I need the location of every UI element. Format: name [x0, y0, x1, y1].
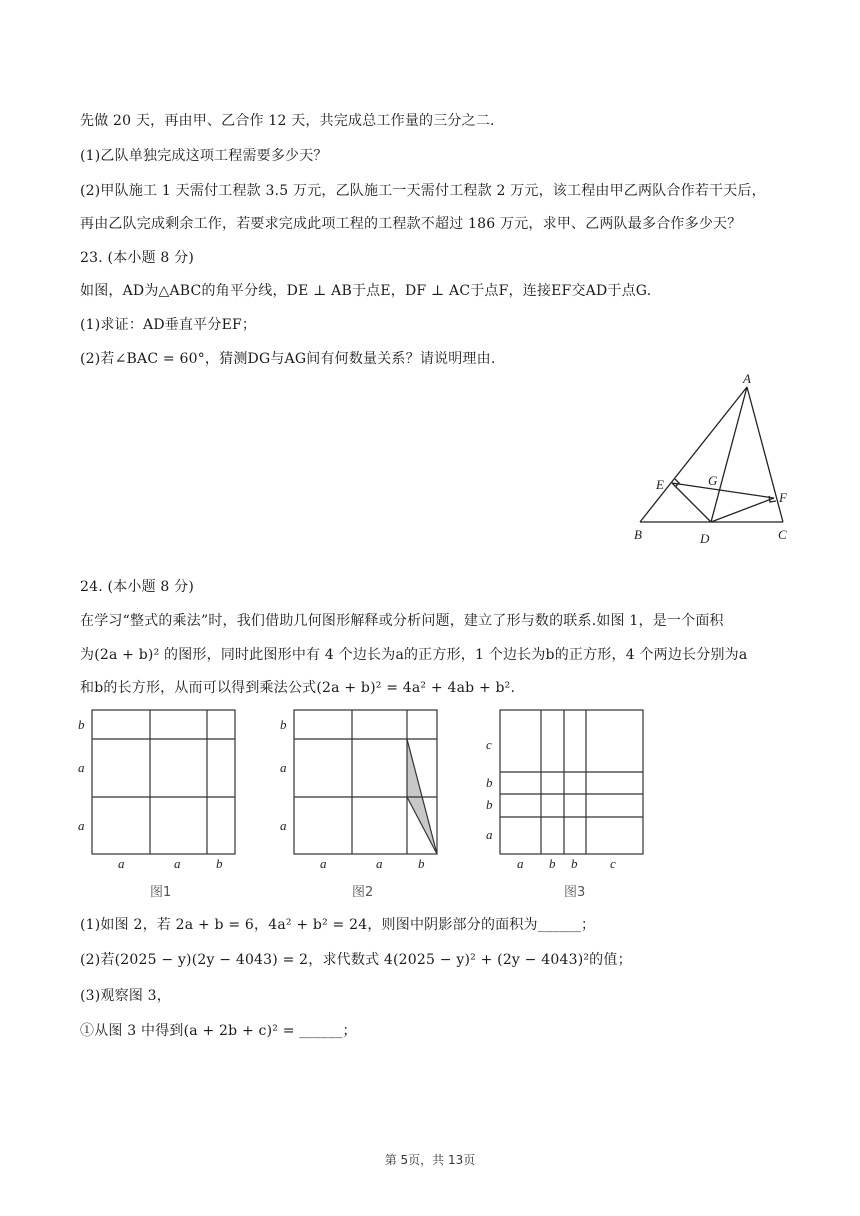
p23-stem: 如图，AD为△ABC的角平分线，DE ⊥ AB于点E，DF ⊥ AC于点F，连接EF交AD于点G. [80, 283, 652, 299]
p22-q1: (1)乙队单独完成这项工程需要多少天？ [80, 148, 328, 164]
p23-q2: (2)若∠BAC = 60°，猜测DG与AG间有何数量关系？请说明理由. [80, 351, 496, 367]
fig3-caption: 图3 [564, 885, 586, 900]
figure-2 [272, 705, 447, 905]
label-a: A [743, 371, 751, 386]
p24-q2: (2)若(2025 − y)(2y − 4043) = 2，求代数式 4(2025 − y)² + (2y − 4043)²的值； [80, 952, 632, 968]
fig2-caption: 图2 [352, 885, 374, 900]
fig1-left-a2: a [78, 818, 85, 833]
fig2-left-a2: a [280, 818, 287, 833]
fig3-left-c: c [486, 737, 492, 752]
fig1-left-b: b [78, 717, 85, 732]
fig1-bottom-a1: a [118, 856, 125, 871]
fig2-bottom-b: b [418, 856, 425, 871]
p23-q1: (1)求证：AD垂直平分EF； [80, 317, 257, 333]
fig3-bottom-a: a [517, 856, 524, 871]
fig1-bottom-b: b [216, 856, 223, 871]
fig2-bottom-a1: a [320, 856, 327, 871]
fig2-left-b: b [280, 717, 287, 732]
segment-df [711, 498, 774, 522]
p22-q2-line1: (2)甲队施工 1 天需付工程款 3.5 万元，乙队施工一天需付工程款 2 万元，该工程由甲乙两队合作若干天后， [80, 183, 766, 199]
fig3-bottom-b2: b [571, 856, 578, 871]
p24-q3-1: ①从图 3 中得到(a + 2b + c)² = ______； [80, 1023, 357, 1039]
label-c: C [778, 527, 787, 542]
label-g: G [708, 473, 718, 488]
fig1-caption: 图1 [150, 885, 172, 900]
p24-q3: (3)观察图 3， [80, 988, 171, 1004]
segment-ad [711, 387, 747, 522]
fig3-bottom-b1: b [549, 856, 556, 871]
fig2-bottom-a2: a [376, 856, 383, 871]
page-footer: 第 5页，共 13页 [384, 1153, 476, 1167]
fig3-left-a: a [486, 827, 493, 842]
fig2-left-a1: a [280, 760, 287, 775]
p24-stem-line2: 为(2a + b)² 的图形，同时此图形中有 4 个边长为a的正方形，1 个边长为b的正方形，4 个两边长分别为a [80, 647, 748, 663]
label-b: B [634, 527, 642, 542]
p23-header: 23. (本小题 8 分) [80, 250, 195, 266]
p24-stem-line3: 和b的长方形，从而可以得到乘法公式(2a + b)² = 4a² + 4ab + b². [80, 680, 516, 696]
label-d: D [700, 531, 710, 546]
triangle-figure [620, 365, 800, 550]
label-f: F [779, 490, 787, 505]
p22-line1: 先做 20 天，再由甲、乙合作 12 天，共完成总工作量的三分之二. [80, 113, 495, 129]
fig3-left-b1: b [486, 775, 493, 790]
figure-1 [70, 705, 245, 905]
p24-header: 24. (本小题 8 分) [80, 579, 195, 595]
fig3-left-b2: b [486, 797, 493, 812]
side-ab [640, 387, 747, 522]
segment-de [672, 483, 711, 522]
label-e: E [656, 477, 664, 492]
p24-stem-line1: 在学习“整式的乘法”时，我们借助几何图形解释或分析问题，建立了形与数的联系.如图 1，是一个面积 [80, 613, 724, 629]
fig1-left-a1: a [78, 760, 85, 775]
fig3-bottom-c: c [610, 856, 616, 871]
fig1-bottom-a2: a [174, 856, 181, 871]
figure-3 [478, 705, 653, 905]
segment-ef [672, 483, 774, 498]
p24-q1: (1)如图 2，若 2a + b = 6，4a² + b² = 24，则图中阴影部分的面积为______； [80, 917, 596, 933]
p22-q2-line2: 再由乙队完成剩余工作，若要求完成此项工程的工程款不超过 186 万元，求甲、乙两队最多合作多少天？ [80, 216, 742, 232]
